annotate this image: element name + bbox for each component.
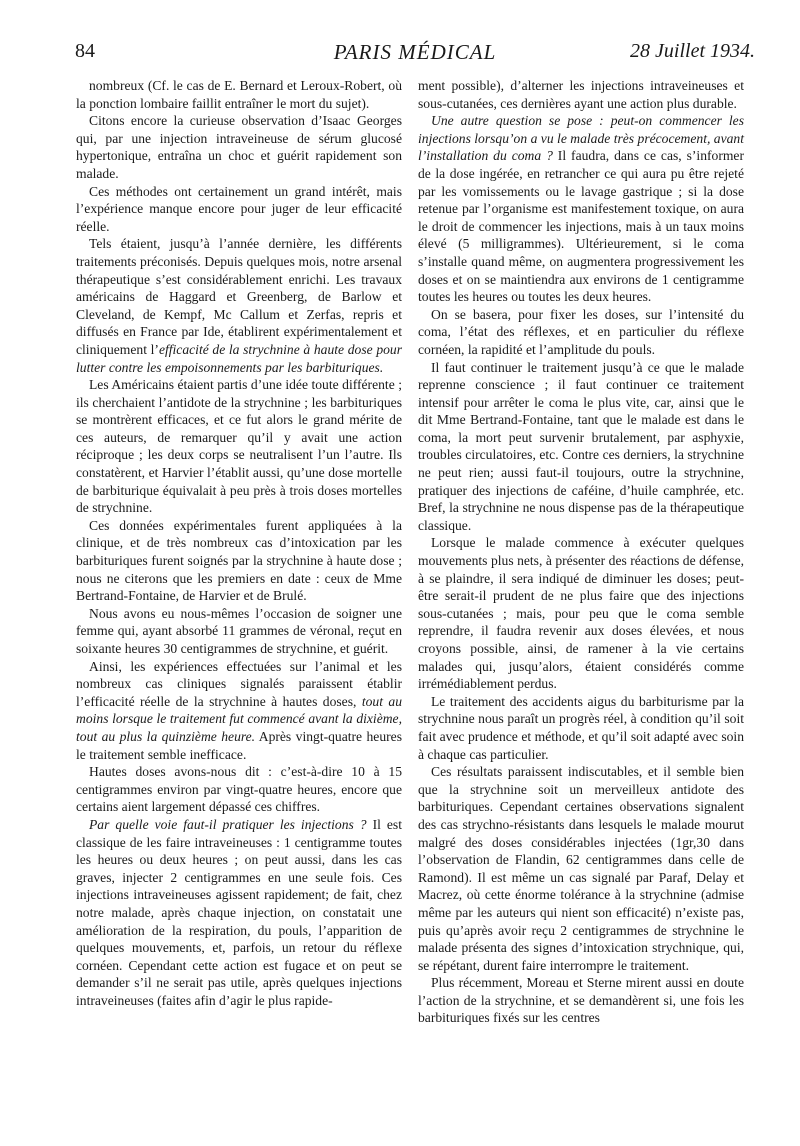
paragraph-text: Les Américains étaient partis d’une idée toute différente ; ils cherchaient l’antidote de la strychnine ; les barbituriques se montrèrent efficaces, et ce fut alors le grand mérite de ces auteurs, de remarquer qu’il y avait une action réciproque ; les deux corps se neutralisent l’un l’autre. Ils constatèrent, et Harvier l’établit aussi, qu’une dose mortelle de barbiturique équivalait à peu près à trois doses mortelles de strychnine. xyxy=(76,377,402,516)
paragraph xyxy=(76,376,402,517)
paragraph-text: Hautes doses avons-nous dit : c’est-à-dire 10 à 15 centigrammes environ par vingt-quatre heures, encore que certains aient largement dépassé ces chiffres. xyxy=(76,764,402,815)
paragraph xyxy=(418,77,744,112)
paragraph xyxy=(418,974,744,1027)
paragraph xyxy=(418,534,744,692)
paragraph-text: Tels étaient, jusqu’à l’année dernière, les différents traitements préconisés. Depuis quelques mois, notre arsenal thérapeutique s’est considérablement enrichi. Les travaux américains de Haggard et Greenberg, de Barlow et Cleveland, de Kempf, Mc Callum et Zerfas, repris et diffusés en France par Ide, établirent expérimentalement et cliniquement l’ xyxy=(76,236,402,357)
paragraph-text: Plus récemment, Moreau et Sterne mirent aussi en doute l’action de la strychnine, et se demandèrent si, une fois les barbituriques fixés sur les centres xyxy=(418,975,744,1026)
paragraph xyxy=(76,605,402,658)
paragraph-text: Lorsque le malade commence à exécuter quelques mouvements plus nets, à présenter des réactions de défense, à se plaindre, il sera indiqué de diminuer les doses; peut-être serait-il prudent de ne plus faire que des injections sous-cutanées ; mais, pour peu que le coma semble reprendre, il faudra revenir aux doses élevées, et nous croyons possible, ainsi, de ramener à la vie certains malades qui, jusqu’alors, étaient considérés comme irrémédiablement perdus. xyxy=(418,535,744,692)
italic-text: efficacité de la strychnine à haute dose pour lutter contre les empoisonnements par les barbituriques. xyxy=(76,341,402,375)
paragraph xyxy=(76,112,402,182)
paragraph xyxy=(418,112,744,306)
paragraph-text: Le traitement des accidents aigus du barbiturisme par la strychnine nous paraît un progrès réel, à condition qu’il soit fait avec prudence et méthode, et qu’il soit adapté avec soin à chaque cas particulier. xyxy=(418,693,744,762)
paragraph-text: Ces méthodes ont certainement un grand intérêt, mais l’expérience manque encore pour juger de leur efficacité réelle. xyxy=(76,183,402,234)
paragraph xyxy=(418,693,744,763)
paragraph xyxy=(76,816,402,1010)
italic-text: tout au moins lorsque le traitement fut commencé avant la dixième, tout au plus la quinzième heure. xyxy=(76,693,402,744)
italic-lead: Par quelle voie faut-il pratiquer les injections ? xyxy=(89,816,367,832)
paragraph-text: Ces résultats paraissent indiscutables, et il semble bien que la strychnine soit un merveilleux antidote des barbituriques. Cependant certaines observations signalent des cas strychno-résistants dans lesquels le malade mourut malgré des doses considérables injectées (1gr,30 dans l’observation de Flandin, 62 centigrammes dans celle de Ramond). Il est même un cas signalé par Paraf, Delay et Macrez, où cette énorme tolérance à la strychnine (admise même par les auteurs qui nient son efficacité) n’existe pas, puis qu’après avoir reçu 2 centigrammes de strychnine le malade présenta des signes d’intoxication strychnique, qui, se répétant, durent faire interrompre le traitement. xyxy=(418,764,744,973)
paragraph-text: Il faut continuer le traitement jusqu’à ce que le malade reprenne conscience ; il faut continuer ce traitement intensif pour arrêter le coma le plus vite, car, ainsi que le dit Mme Bertrand-Fontaine, tant que le malade est dans le coma, la mort peut survenir brutalement, par asphyxie, troubles circulatoires, etc. Contre ces derniers, la strychnine ne peut rien; aussi faut-il toujours, outre la strychnine, pratiquer des injections de caféine, d’huile camphrée, etc. Bref, la strychnine ne nous dispense pas de la thérapeutique classique. xyxy=(418,359,744,533)
paragraph-text: Ces données expérimentales furent appliquées à la clinique, et de très nombreux cas d’intoxication par les barbituriques furent soignés par la strychnine à haute dose ; nous ne citerons que les premiers en date : ceux de Mme Bertrand-Fontaine, de Harvier et de Brulé. xyxy=(76,517,402,604)
paragraph-text: Nous avons eu nous-mêmes l’occasion de soigner une femme qui, ayant absorbé 11 grammes de véronal, reçut en soixante heures 30 centigrammes de strychnine, et guérit. xyxy=(76,605,402,656)
paragraph xyxy=(76,77,402,112)
paragraph xyxy=(418,306,744,359)
paragraph xyxy=(76,517,402,605)
paragraph-text: Il est classique de les faire intraveineuses : 1 centigramme toutes les heures ou deux heures ; on peut aussi, dans les cas graves, injecter 2 centigrammes en une seule fois. Ces injections intraveineuses agissent rapidement; de fait, chez notre malade, après chaque injection, on constatait une amélioration de la respiration, du pouls, l’apparition de quelques mouvements, et, parfois, un retour du réflexe cornéen. Cependant cette action est fugace et on peut se demander s’il ne serait pas utile, après quelques injections intraveineuses (faites afin d’agir le plus rapide- xyxy=(76,816,402,1008)
paragraph xyxy=(76,235,402,376)
paragraph-text: Ainsi, les expériences effectuées sur l’animal et les nombreux cas cliniques signalés paraissent établir l’efficacité réelle de la strychnine à hautes doses, xyxy=(76,658,402,709)
running-header xyxy=(75,40,755,72)
paragraph-text: Après vingt-quatre heures le traitement semble inefficace. xyxy=(76,728,402,762)
paragraph xyxy=(418,359,744,535)
paragraph xyxy=(418,763,744,974)
paragraph-text: ment possible), d’alterner les injections intraveineuses et sous-cutanées, ces dernières ayant une action plus durable. xyxy=(418,78,744,111)
paragraph xyxy=(76,658,402,764)
paragraph-text: On se basera, pour fixer les doses, sur l’intensité du coma, l’état des réflexes, et en particulier du réflexe cornéen, la rapidité et l’amplitude du pouls. xyxy=(418,306,744,357)
left-column xyxy=(76,77,402,1009)
paragraph xyxy=(76,183,402,236)
paragraph-text: Il faudra, dans ce cas, s’informer de la dose ingérée, en retrancher ce qui aura pu être rejeté par les vomissements ou le lavage gastrique ; si la dose retenue par l’organisme est manifestement toxique, on aura le droit de commencer les injections, mais à un taux moins élevé (5 milligrammes). Ultérieurement, si le coma s’installe quand même, on augmentera progressivement les doses et on se maintiendra aux environs de 1 centigramme toutes les heures ou toutes les deux heures. xyxy=(418,148,744,305)
right-column xyxy=(418,77,744,1027)
paragraph-text: nombreux (Cf. le cas de E. Bernard et Leroux-Robert, où la ponction lombaire faillit entraîner le mort du sujet). xyxy=(76,78,402,111)
italic-lead: Une autre question se pose : peut-on commencer les injections lorsqu’on a vu le malade très précocement, avant l’installation du coma ? xyxy=(418,113,744,164)
page-number: 84 xyxy=(75,40,95,62)
issue-date: 28 Juillet 1934. xyxy=(630,40,755,62)
paragraph xyxy=(76,763,402,816)
journal-title: PARIS MÉDICAL xyxy=(333,40,497,64)
paragraph-text: Citons encore la curieuse observation d’Isaac Georges qui, par une injection intraveineuse de sérum glucosé hypertonique, entraîna un choc et guérit rapidement son malade. xyxy=(76,113,402,181)
